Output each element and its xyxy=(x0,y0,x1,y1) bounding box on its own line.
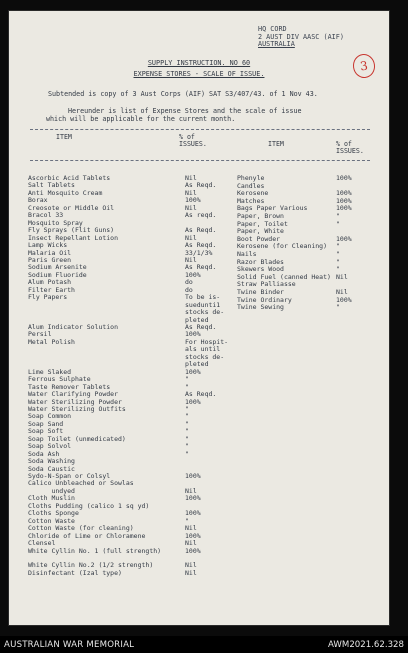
intro-line-3: which will be applicable for the current month. xyxy=(46,115,236,123)
item-issue: As Reqd. xyxy=(185,181,217,190)
item-issue: " xyxy=(336,250,340,258)
item-name xyxy=(28,354,185,361)
item-issue: " xyxy=(336,242,340,251)
item-name: Paper, Toilet xyxy=(237,219,288,228)
item-name: Fly Sprays (Flit Guns) xyxy=(28,226,115,235)
item-name: Chloride of Lime or Chloramene xyxy=(28,531,146,540)
subject-title-text: EXPENSE STORES - SCALE OF ISSUE. xyxy=(133,70,265,78)
item-issue: suedunti1 xyxy=(185,300,221,309)
instruction-title xyxy=(8,59,390,67)
item-name: Sodium Arsenite xyxy=(28,263,87,272)
item-name: Bags Paper Various xyxy=(237,204,308,213)
col-issues-right-2: ISSUES. xyxy=(336,147,364,155)
item-issue: Nil xyxy=(185,255,197,264)
header-line-3: AUSTRALIA xyxy=(258,40,295,49)
item-name: Cotton Waste (for cleaning) xyxy=(28,524,134,533)
intro-line-1: Subtended is copy of 3 Aust Corps (AIF) SAT S3/407/43. of 1 Nov 43. xyxy=(48,90,318,98)
item-issue: 100% xyxy=(336,196,352,205)
item-name: Cloths Pudding (calico 1 sq yd) xyxy=(28,501,150,510)
item-name: Paper, Brown xyxy=(237,212,284,220)
item-issue: Nil xyxy=(185,203,197,212)
item-name: Metal Polish xyxy=(28,337,75,346)
page-number-annotation: 3 xyxy=(351,53,376,80)
item-issue: " xyxy=(185,404,189,413)
item-issue: stocks de- xyxy=(185,308,225,317)
item-issue: Nil xyxy=(185,174,197,182)
item-name: White Cyllin No. 1 (full strength) xyxy=(28,546,162,555)
item-issue: do xyxy=(185,285,193,294)
item-issue: als until xyxy=(185,345,221,354)
col-issues-left-2: ISSUES. xyxy=(179,140,207,148)
item-name: Water Clarifying Powder xyxy=(28,390,119,399)
archive-name: AUSTRALIAN WAR MEMORIAL xyxy=(4,640,135,650)
item-name: Ascorbic Acid Tablets xyxy=(28,174,111,182)
item-name: Straw Palliasse xyxy=(237,280,296,289)
item-issue: do xyxy=(185,278,193,287)
item-issue: Nil xyxy=(185,233,197,242)
item-issue: As Reqd. xyxy=(185,263,217,272)
item-name: Soap Toilet (unmedicated) xyxy=(28,434,126,443)
item-issue: Nil xyxy=(185,568,197,577)
item-name: Filter Earth xyxy=(28,285,75,294)
item-issue: " xyxy=(185,427,189,436)
document-page xyxy=(8,10,390,626)
item-name: Soap Common xyxy=(28,412,72,421)
item-issue: " xyxy=(336,265,340,274)
item-name: Clensel xyxy=(28,539,56,548)
item-name xyxy=(28,302,185,309)
item-name: Sydo-N-Span or Colsyl xyxy=(28,472,111,480)
item-issue: Nil xyxy=(336,288,348,296)
subject-title xyxy=(8,70,390,78)
item-name: Matches xyxy=(237,196,265,205)
item-name: Cotton Waste xyxy=(28,516,75,525)
item-name: Creosote or Middle Oil xyxy=(28,203,115,212)
item-issue: 100% xyxy=(185,531,201,540)
item-name: Skewers Wood xyxy=(237,265,284,274)
col-issues-right-1: % of xyxy=(336,140,352,148)
item-name: Ferrous Sulphate xyxy=(28,375,91,384)
item-issue: 100% xyxy=(185,330,201,339)
item-name: Candles xyxy=(237,181,265,190)
archive-reference: AWM2021.62.328 xyxy=(328,640,404,650)
item-name: Water Sterilizing Outfits xyxy=(28,404,126,413)
item-name: Insect Repellant Lotion xyxy=(28,233,119,242)
item-issue: Nil xyxy=(185,561,197,570)
item-issue: " xyxy=(185,419,189,428)
intro-line-2: Hereunder is list of Expense Stores and the scale of issue xyxy=(68,107,302,115)
item-name: Cloths Sponge xyxy=(28,509,79,518)
item-name: Taste Remover Tablets xyxy=(28,382,111,391)
item-issue: 100% xyxy=(336,234,352,243)
item-issue: 100% xyxy=(185,397,201,406)
list-item xyxy=(28,570,197,577)
item-name: Boot Powder xyxy=(237,234,281,243)
header-bottom-rule xyxy=(30,160,370,161)
item-name: Soda Ash xyxy=(28,449,60,458)
item-issue: " xyxy=(185,442,189,451)
item-issue: Nil xyxy=(185,524,197,533)
item-issue: 100% xyxy=(185,196,201,205)
item-name: Soap Solvol xyxy=(28,442,72,451)
item-issue: 100% xyxy=(185,546,201,555)
item-issue: " xyxy=(185,516,189,525)
item-name: Fly Papers xyxy=(28,293,68,302)
item-name xyxy=(28,346,185,353)
item-issue: 100% xyxy=(185,367,201,376)
item-name: Nails xyxy=(237,250,257,258)
item-issue: " xyxy=(336,257,340,266)
header-line-2: 2 AUST DIV AASC (AIF) xyxy=(258,32,344,41)
item-name: Malaria Oil xyxy=(28,248,72,257)
item-name: Soap Soft xyxy=(28,427,64,436)
item-issue: As Reqd. xyxy=(185,241,217,250)
item-issue: As Reqd. xyxy=(185,226,217,235)
item-issue: As Reqd. xyxy=(185,323,217,331)
item-issue: " xyxy=(336,212,340,220)
item-name: Paper, White xyxy=(237,227,284,236)
list-item xyxy=(237,304,340,311)
item-issue: 100% xyxy=(336,174,352,182)
item-issue: " xyxy=(336,219,340,228)
item-name: Lamp Wicks xyxy=(28,241,68,250)
item-name: Twine Ordinary xyxy=(237,295,292,304)
instruction-title-text: SUPPLY INSTRUCTION. NO 60 xyxy=(147,59,251,67)
item-issue: 100% xyxy=(336,189,352,198)
col-issues-left-1: % of xyxy=(179,133,195,141)
item-name: Solid Fuel (canned Heat) xyxy=(237,272,331,281)
item-name: Persil xyxy=(28,330,52,339)
item-issue: " xyxy=(185,449,189,458)
list-item xyxy=(28,190,197,197)
item-name: Twine Binder xyxy=(237,288,284,296)
item-name: White Cyllin No.2 (1/2 strength) xyxy=(28,561,154,570)
item-issue: 100% xyxy=(185,509,201,518)
item-issue: 100% xyxy=(336,295,352,304)
item-name: Anti Mosquito Cream xyxy=(28,188,103,197)
item-issue: Nil xyxy=(185,539,197,548)
item-issue: 33/1/3% xyxy=(185,248,213,257)
item-name: Disinfectant (Izal type) xyxy=(28,568,122,577)
col-item-right: ITEM xyxy=(268,140,284,148)
item-issue: " xyxy=(185,375,189,384)
item-name: Twine Sewing xyxy=(237,303,284,312)
item-issue: " xyxy=(185,412,189,421)
header-top-rule xyxy=(30,129,370,130)
item-name: undyed xyxy=(28,486,75,495)
item-issue: 100% xyxy=(185,270,201,279)
item-name: Salt Tablets xyxy=(28,181,75,190)
item-name: Paris Green xyxy=(28,255,72,264)
item-issue: 100% xyxy=(336,204,352,213)
item-name: Alum Potash xyxy=(28,278,72,287)
unit-header xyxy=(258,26,344,49)
item-issue: To be is- xyxy=(185,293,221,302)
col-item-left: ITEM xyxy=(56,133,72,141)
item-name: Alum Indicator Solution xyxy=(28,323,119,331)
item-name: Mosquito Spray xyxy=(28,218,83,227)
item-issue: 100% xyxy=(185,494,201,503)
item-issue: For Hospit- xyxy=(185,337,229,346)
item-issue: pleted xyxy=(185,315,209,324)
item-issue: Nil xyxy=(336,272,348,281)
item-name: Soda Washing xyxy=(28,457,75,466)
item-issue: " xyxy=(185,434,189,443)
item-name: Kerosene (for Cleaning) xyxy=(237,242,328,251)
item-name: Soda Caustic xyxy=(28,464,75,473)
item-issue: As reqd. xyxy=(185,211,217,220)
item-name: Bracol 33 xyxy=(28,211,64,220)
item-issue: As Reqd. xyxy=(185,390,217,399)
item-name: Sodium Fluoride xyxy=(28,270,87,279)
item-name: Calico Unbleached or Sowlas xyxy=(28,479,134,488)
item-name: Razor Blades xyxy=(237,257,284,266)
item-name: Cloth Muslin xyxy=(28,494,75,503)
item-name: Lime Slaked xyxy=(28,367,72,376)
item-name: Phenyle xyxy=(237,174,265,182)
item-name: Borax xyxy=(28,196,48,205)
item-name: Kerosene xyxy=(237,189,269,198)
item-name xyxy=(28,309,185,316)
item-issue: Nil xyxy=(185,486,197,495)
item-issue: stocks de- xyxy=(185,352,225,361)
archive-footer xyxy=(0,636,408,653)
item-issue: Nil xyxy=(185,188,197,197)
item-name: Soap Sand xyxy=(28,419,64,428)
item-issue: pleted xyxy=(185,360,209,369)
item-name: Water Sterilizing Powder xyxy=(28,397,122,406)
list-item xyxy=(28,548,201,555)
item-issue: " xyxy=(185,382,189,391)
item-issue: " xyxy=(336,303,340,312)
header-line-1: HQ CORD xyxy=(258,25,287,33)
item-issue: 100% xyxy=(185,472,201,480)
